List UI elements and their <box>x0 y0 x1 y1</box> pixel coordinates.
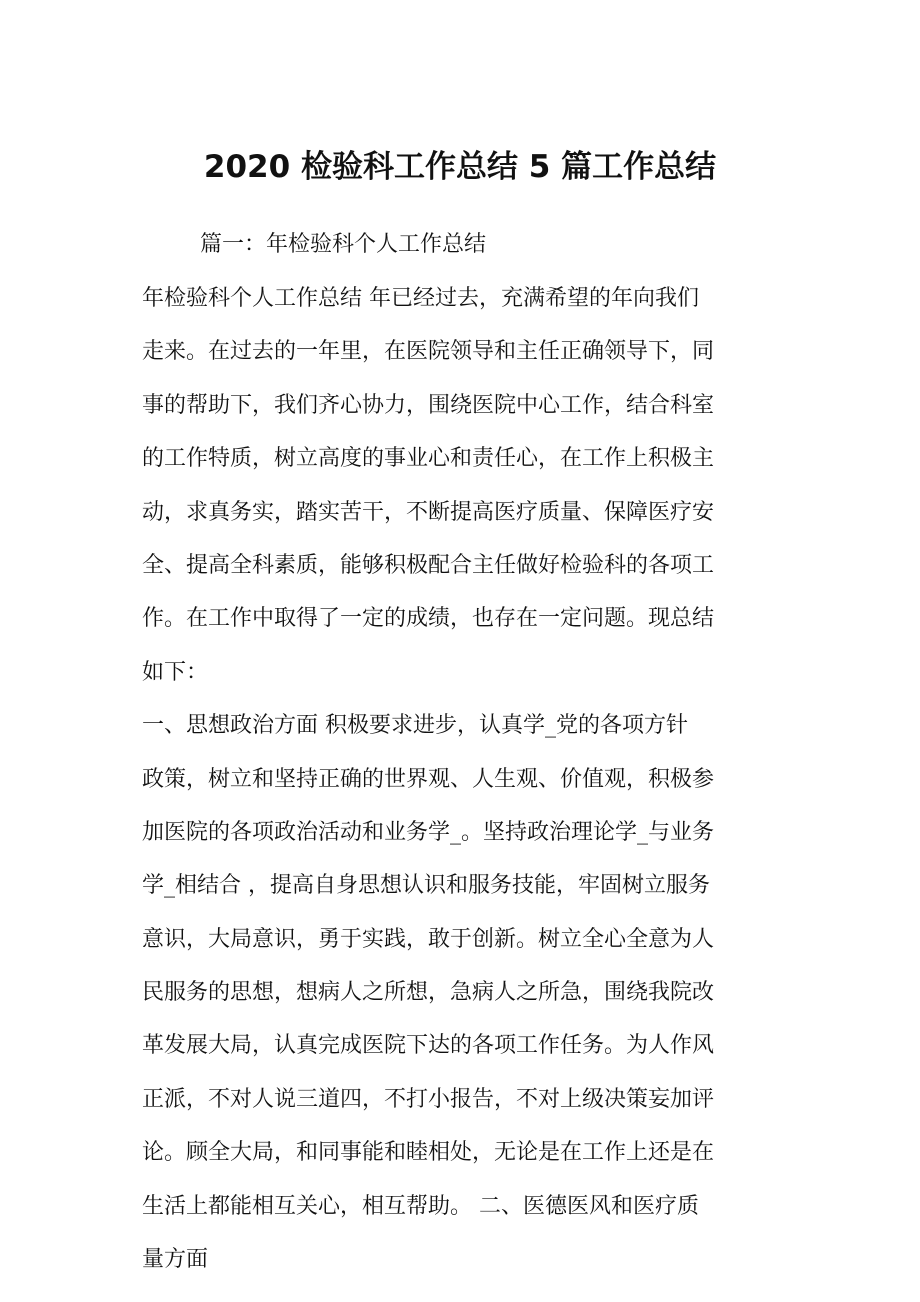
body-line: 动，求真务实，踏实苦干，不断提高医疗质量、保障医疗安 <box>142 499 715 525</box>
body-line: 意识，大局意识，勇于实践，敢于创新。树立全心全意为人 <box>142 926 715 952</box>
body-line: 作。在工作中取得了一定的成绩，也存在一定问题。现总结 <box>142 606 715 632</box>
body-line: 民服务的思想，想病人之所想，急病人之所急，围绕我院改 <box>142 980 715 1006</box>
body-line: 生活上都能相互关心，相互帮助。 二、医德医风和医疗质 <box>142 1193 699 1219</box>
body-line: 论。顾全大局，和同事能和睦相处，无论是在工作上还是在 <box>142 1140 715 1166</box>
body-line: 学_相结合 ，提高自身思想认识和服务技能，牢固树立服务 <box>142 873 710 899</box>
body-line: 全、提高全科素质，能够积极配合主任做好检验科的各项工 <box>142 552 715 578</box>
body-line: 走来。在过去的一年里，在医院领导和主任正确领导下，同 <box>142 339 715 365</box>
body-line: 一、思想政治方面 积极要求进步，认真学_党的各项方针 <box>142 713 688 739</box>
body-text <box>142 272 782 1286</box>
body-line: 政策，树立和坚持正确的世界观、人生观、价值观，积极参 <box>142 766 715 792</box>
body-line: 量方面 <box>142 1247 209 1273</box>
section-heading: 篇一：年检验科个人工作总结 <box>200 232 487 257</box>
body-line: 加医院的各项政治活动和业务学_。坚持政治理论学_与业务 <box>142 819 715 845</box>
body-line: 革发展大局，认真完成医院下达的各项工作任务。为人作风 <box>142 1033 715 1059</box>
document-title: 2020 检验科工作总结 5 篇工作总结 <box>203 149 717 185</box>
body-line: 如下： <box>142 659 209 685</box>
body-line: 的工作特质，树立高度的事业心和责任心，在工作上积极主 <box>142 446 715 472</box>
body-line: 正派，不对人说三道四，不打小报告，不对上级决策妄加评 <box>142 1086 715 1112</box>
body-line: 事的帮助下，我们齐心协力，围绕医院中心工作，结合科室 <box>142 392 715 418</box>
body-line: 年检验科个人工作总结 年已经过去，充满希望的年向我们 <box>142 286 699 311</box>
